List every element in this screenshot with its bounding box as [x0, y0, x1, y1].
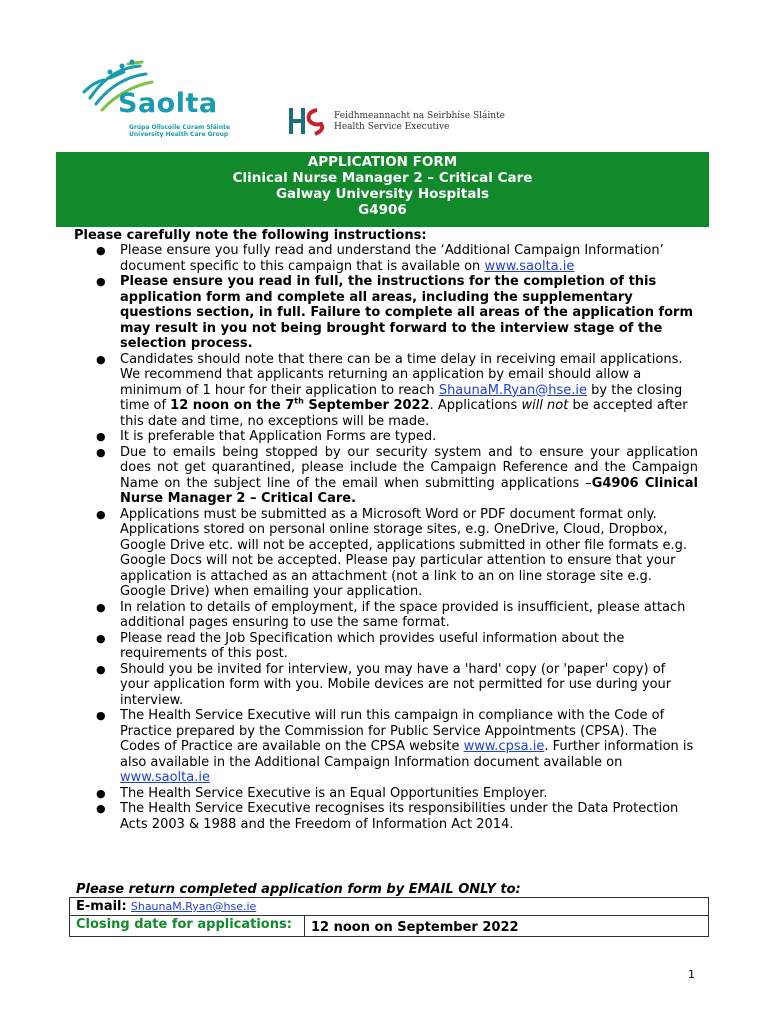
bullet-icon: ●	[96, 445, 106, 459]
closing-date-value: 12 noon on September 2022	[305, 916, 709, 937]
bullet-icon: ●	[96, 631, 106, 645]
title-banner	[56, 152, 709, 227]
cpsa-link[interactable]: www.cpsa.ie	[463, 739, 545, 754]
saolta-link[interactable]: www.saolta.ie	[484, 258, 575, 274]
bullet-icon: ●	[96, 352, 106, 366]
contact-table	[69, 897, 709, 937]
list-item: ● The Health Service Executive recognises its responsibilities under the Data Protection Acts 2003 & 1988 and the Freedom of Information Act 2014.	[96, 801, 679, 832]
hse-logo-text: Feidhmeannacht na Seirbhíse Sláinte Health Service Executive	[334, 111, 505, 132]
return-instructions: Please return completed application form by EMAIL ONLY to:	[76, 882, 521, 897]
bullet-icon: ●	[96, 709, 106, 722]
campaign-reference: G4906	[358, 202, 407, 218]
saolta-link[interactable]: www.saolta.ie	[120, 770, 210, 785]
list-item: ● The Health Service Executive is an Equal Opportunities Employer.	[96, 785, 548, 801]
bullet-icon: ●	[96, 244, 106, 257]
bullet-icon: ●	[96, 275, 106, 288]
closing-date-label: Closing date for applications:	[70, 916, 305, 937]
list-item: ● Applications must be submitted as a Microsoft Word or PDF document format only. Applications stored on personal online storage sites, e.g. OneDrive, Cloud, Dropbox, Google Drive etc. will not be accepted, applications submitted in other file formats e.g. Google Docs will not be accepted. Please pay particular attention to ensure that your application is attached as an attachment (not a link to an on line storage site e.g. Google Drive) when emailing your application.	[96, 506, 688, 599]
bullet-icon: ●	[96, 507, 106, 521]
bullet-icon: ●	[96, 600, 106, 614]
position-title: Clinical Nurse Manager 2 – Critical Care	[232, 170, 533, 186]
instructions-heading: Please carefully note the following instructions:	[74, 228, 427, 243]
list-item: ● In relation to details of employment, if the space provided is insufficient, please attach additional pages ensuring to use the same format.	[96, 599, 686, 630]
contact-email-link[interactable]: ShaunaM.Ryan@hse.ie	[130, 900, 257, 913]
bullet-icon: ●	[96, 430, 106, 443]
list-item: ● Please ensure you read in full, the instructions for the completion of this application form and complete all areas, including the supplementary questions section, in full. Failure to complete all areas of the application form may result in you not being brought forward to the interview stage of the selection process.	[96, 274, 694, 351]
list-item: ● It is preferable that Application Forms are typed.	[96, 429, 437, 444]
list-item: ● Please read the Job Specification which provides useful information about the requirements of this post.	[96, 630, 625, 661]
list-item: ● Candidates should note that there can be a time delay in receiving email applications. We recommend that applicants returning an application by email should allow a minimum of 1 hour for their application to reach ShaunaM.Ryan@hse.ie by the closing time of 12 noon on the 7th September 2022. Applications will not be accepted after this date and time, no exceptions will be made.	[96, 351, 688, 429]
form-title: APPLICATION FORM	[307, 154, 458, 170]
email-cell	[70, 898, 709, 916]
bullet-icon: ●	[96, 802, 106, 815]
saolta-logo-subtitle: Grúpa Ollscoile Cúram Sláinte University Health Care Group	[129, 124, 231, 138]
list-item: ● Due to emails being stopped by our security system and to ensure your application does not get quarantined, please include the Campaign Reference and the Campaign Name on the subject line of the email when submitting applications –G4906 Clinical Nurse Manager 2 – Critical Care.	[96, 444, 698, 506]
list-item: ● Should you be invited for interview, you may have a 'hard' copy (or 'paper' copy) of your application form with you. Mobile devices are not permitted for use during your interview.	[96, 661, 672, 708]
bullet-icon: ●	[96, 786, 106, 800]
list-item: ● Please ensure you fully read and understand the ‘Additional Campaign Information’ document specific to this campaign that is available on www.saolta.ie	[96, 243, 664, 274]
instructions-list	[0, 243, 770, 832]
list-item: ● The Health Service Executive will run this campaign in compliance with the Code of Practice prepared by the Commission for Public Service Appointments (CPSA). The Codes of Practice are available on the CPSA website www.cpsa.ie. Further information is also available in the Additional Campaign Information document available on www.saolta.ie	[96, 708, 694, 785]
hse-logo	[287, 104, 327, 138]
bullet-icon: ●	[96, 662, 106, 676]
email-link[interactable]: ShaunaM.Ryan@hse.ie	[438, 382, 588, 398]
saolta-logo-text: Saolta	[118, 88, 218, 119]
hospital-name: Galway University Hospitals	[275, 186, 490, 202]
email-label: E-mail:	[76, 899, 127, 914]
page-number: 1	[688, 968, 695, 981]
